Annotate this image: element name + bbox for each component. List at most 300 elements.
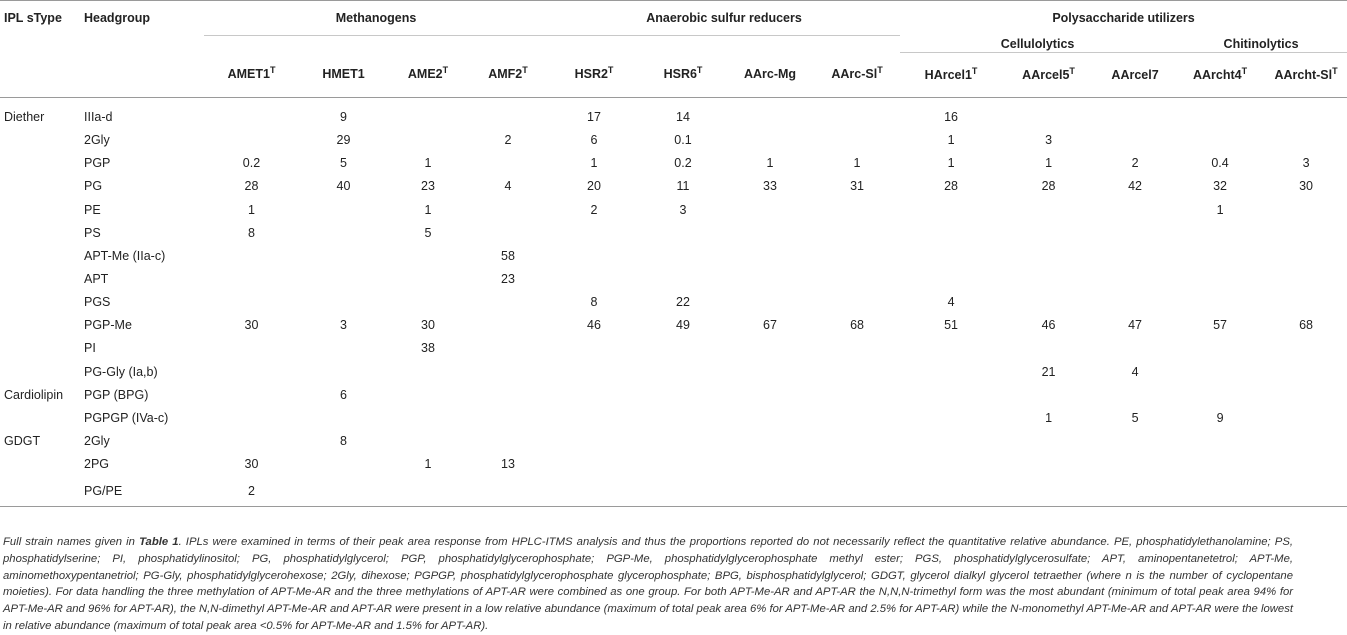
- value-cell: [900, 267, 1002, 290]
- table-body: [0, 97, 1347, 506]
- value-cell: [548, 337, 640, 360]
- value-cell: [1265, 383, 1347, 406]
- value-cell: [468, 429, 548, 452]
- strain-name: AArc-Mg: [743, 67, 797, 82]
- value-cell: [299, 453, 388, 476]
- value-cell: [1002, 198, 1095, 221]
- value-cell: 49: [676, 318, 690, 333]
- headgroup-cell: PG-Gly (Ia,b): [84, 364, 158, 379]
- value-cell: 17: [587, 110, 601, 125]
- value-cell: [814, 360, 900, 383]
- value-cell: [1002, 291, 1095, 314]
- value-cell: [1175, 221, 1265, 244]
- strain-name: AMF2: [488, 67, 523, 82]
- ipl-type-cell: [0, 360, 84, 383]
- headgroup-cell: 2PG: [84, 457, 110, 472]
- value-cell: [900, 406, 1002, 429]
- value-cell: [1095, 383, 1175, 406]
- table-row: [0, 314, 1347, 337]
- headgroup-cell: PG: [84, 179, 103, 194]
- group-cellulolytics: Cellulolytics: [900, 36, 1175, 53]
- headgroup-cell: PGP (BPG): [84, 387, 149, 402]
- ipl-type-cell: GDGT: [4, 434, 41, 449]
- table-row: [0, 106, 1347, 129]
- strain-name: AArcht-Sl: [1274, 67, 1333, 82]
- value-cell: [1175, 291, 1265, 314]
- table-row: [0, 429, 1347, 452]
- value-cell: 16: [944, 110, 958, 125]
- footnote-table-link[interactable]: Table 1: [139, 536, 179, 548]
- value-cell: [640, 429, 726, 452]
- table-header: [0, 1, 1347, 98]
- value-cell: [1265, 244, 1347, 267]
- headgroup-cell: 2Gly: [84, 434, 110, 449]
- value-cell: [1095, 129, 1175, 152]
- value-cell: [900, 221, 1002, 244]
- value-cell: [1175, 337, 1265, 360]
- value-cell: [1175, 453, 1265, 476]
- strain-name: AMET1: [227, 67, 270, 82]
- value-cell: [1095, 106, 1175, 129]
- value-cell: 67: [763, 318, 777, 333]
- ipl-type-cell: [0, 267, 84, 290]
- value-cell: 2: [590, 202, 598, 217]
- value-cell: [640, 244, 726, 267]
- value-cell: [726, 406, 814, 429]
- value-cell: [900, 453, 1002, 476]
- value-cell: 30: [244, 457, 259, 472]
- value-cell: [388, 429, 468, 452]
- value-cell: [814, 129, 900, 152]
- value-cell: 30: [1299, 179, 1313, 194]
- value-cell: [814, 406, 900, 429]
- value-cell: 3: [679, 202, 687, 217]
- value-cell: [204, 106, 299, 129]
- value-cell: 28: [1041, 179, 1056, 194]
- value-cell: 21: [1041, 364, 1056, 379]
- value-cell: [1095, 476, 1175, 507]
- value-cell: [1175, 129, 1265, 152]
- headgroup-cell: PGP: [84, 156, 111, 171]
- value-cell: [1095, 291, 1175, 314]
- value-cell: 0.1: [674, 133, 692, 148]
- headgroup-cell: PGPGP (IVa-c): [84, 410, 169, 425]
- value-cell: [468, 314, 548, 337]
- value-cell: [299, 337, 388, 360]
- value-cell: [468, 476, 548, 507]
- value-cell: [640, 337, 726, 360]
- group-chitinolytics: Chitinolytics: [1175, 36, 1347, 53]
- value-cell: [548, 267, 640, 290]
- value-cell: [726, 429, 814, 452]
- value-cell: [640, 476, 726, 507]
- value-cell: [1095, 453, 1175, 476]
- value-cell: [900, 383, 1002, 406]
- value-cell: 5: [424, 225, 432, 240]
- value-cell: [548, 406, 640, 429]
- value-cell: [204, 291, 299, 314]
- table-row: [0, 406, 1347, 429]
- footnote-body: . IPLs were examined in terms of their peak area response from HPLC-ITMS analysis and thus the proportions reported do not necessarily reflect the quantitative relative abundance. PE, phosphatidylethanolamine; PS, phosphatidylserine; PI, phosphatidylinositol; PG, phosphatidylglycerol; PGP, phosphatidylglycerophosphate; PGP-Me, phosphatidylglycerophosphate methyl ester; PGS, phosphatidylglycerosulfate; APT, aminopentanetetrol; APT-Me, aminomethoxypentanetriol; PG-Gly, phosphatidylglycerohexose; 2Gly, dihexose; PGPGP, phosphatidylglycerophosphate glycerophosphate; BPG, bisphosphatidylglycerol; GDGT, glycerol dialkyl glycerol tetraether (where n is the number of cyclopentane moieties). For data handling the three methylation of APT-Me-AR and the three methylations of APT-AR were combined as one group. For both APT-Me-AR and APT-AR the N,N,N-trimethyl form was the most abundant (minimum of total peak area 94% for APT-Me-AR and 96% for APT-AR), the N,N-dimethyl APT-Me-AR and APT-AR were present in a low relative abundance (maximum of total peak area 6% for APT-Me-AR and 2.5% for APT-AR) while the N-monomethyl APT-Me-AR and APT-AR were the lowest in relative abundance (maximum of total peak area <0.5% for APT-Me-AR and 1.5% for APT-AR).: [3, 536, 1293, 632]
- type-strain-marker: T: [696, 65, 703, 76]
- ipl-type-cell: [0, 244, 84, 267]
- value-cell: 57: [1213, 318, 1227, 333]
- table-row: [0, 244, 1347, 267]
- strain-name: AArc-Sl: [831, 67, 878, 82]
- value-cell: [814, 267, 900, 290]
- value-cell: 38: [421, 341, 435, 356]
- group-sulfur-reducers: Anaerobic sulfur reducers: [548, 1, 900, 36]
- strain-header-row: [0, 52, 1347, 97]
- strain-header: [640, 52, 726, 97]
- value-cell: 8: [590, 295, 598, 310]
- value-cell: 58: [501, 248, 515, 263]
- value-cell: 22: [676, 295, 690, 310]
- strain-header: [814, 52, 900, 97]
- value-cell: [1265, 267, 1347, 290]
- value-cell: 9: [340, 110, 347, 125]
- value-cell: [1002, 337, 1095, 360]
- value-cell: [548, 453, 640, 476]
- value-cell: [468, 106, 548, 129]
- strain-name: AME2: [407, 67, 443, 82]
- value-cell: [204, 406, 299, 429]
- value-cell: [299, 476, 388, 507]
- value-cell: [726, 129, 814, 152]
- value-cell: [388, 383, 468, 406]
- value-cell: [204, 244, 299, 267]
- ipl-type-cell: [0, 476, 84, 507]
- value-cell: [1002, 106, 1095, 129]
- value-cell: [1175, 360, 1265, 383]
- type-strain-marker: T: [1069, 65, 1075, 76]
- value-cell: [1265, 360, 1347, 383]
- value-cell: 1: [853, 156, 861, 171]
- value-cell: [814, 429, 900, 452]
- value-cell: [388, 244, 468, 267]
- value-cell: 29: [336, 133, 351, 148]
- strain-header: [726, 52, 814, 97]
- value-cell: [1002, 476, 1095, 507]
- strain-header: [1175, 52, 1265, 97]
- value-cell: 42: [1128, 179, 1142, 194]
- ipl-type-cell: [0, 291, 84, 314]
- value-cell: [204, 129, 299, 152]
- strain-name: AArcel5: [1022, 67, 1070, 82]
- ipl-type-cell: [0, 453, 84, 476]
- ipl-type-cell: [0, 129, 84, 152]
- type-strain-marker: T: [877, 65, 883, 76]
- value-cell: [388, 476, 468, 507]
- value-cell: 1: [424, 202, 432, 217]
- value-cell: [468, 152, 548, 175]
- ipl-type-cell: [0, 175, 84, 198]
- value-cell: 3: [1045, 133, 1053, 148]
- value-cell: [640, 453, 726, 476]
- strain-header: [1265, 52, 1347, 97]
- value-cell: [1175, 244, 1265, 267]
- value-cell: [1095, 267, 1175, 290]
- value-cell: 23: [501, 272, 515, 287]
- strain-header: [204, 52, 299, 97]
- value-cell: [726, 360, 814, 383]
- value-cell: [814, 383, 900, 406]
- value-cell: [726, 198, 814, 221]
- value-cell: 1: [248, 202, 255, 217]
- table-row: [0, 175, 1347, 198]
- header-ipl-stype: IPL sType: [0, 1, 84, 36]
- value-cell: [814, 337, 900, 360]
- value-cell: [299, 291, 388, 314]
- value-cell: 20: [587, 179, 601, 194]
- value-cell: [388, 406, 468, 429]
- value-cell: [204, 337, 299, 360]
- value-cell: 28: [944, 179, 958, 194]
- table-row: [0, 198, 1347, 221]
- value-cell: [468, 360, 548, 383]
- value-cell: [468, 406, 548, 429]
- value-cell: 68: [850, 318, 864, 333]
- value-cell: [640, 406, 726, 429]
- value-cell: [1095, 198, 1175, 221]
- table-row: [0, 360, 1347, 383]
- type-strain-marker: T: [269, 65, 276, 76]
- value-cell: 0.2: [674, 156, 692, 171]
- value-cell: [1265, 129, 1347, 152]
- strain-name: AArcel7: [1111, 67, 1159, 82]
- headgroup-cell: PS: [84, 225, 101, 240]
- value-cell: 5: [340, 156, 347, 171]
- value-cell: [1265, 337, 1347, 360]
- type-strain-marker: T: [971, 65, 978, 76]
- value-cell: [468, 221, 548, 244]
- value-cell: 23: [421, 179, 435, 194]
- value-cell: [814, 291, 900, 314]
- ipl-type-cell: [0, 221, 84, 244]
- value-cell: 46: [1041, 318, 1056, 333]
- value-cell: 0.2: [242, 156, 261, 171]
- value-cell: [726, 244, 814, 267]
- strain-header: [299, 52, 388, 97]
- value-cell: [468, 337, 548, 360]
- value-cell: 1: [424, 457, 432, 472]
- value-cell: 31: [850, 179, 864, 194]
- value-cell: [814, 221, 900, 244]
- value-cell: [1095, 244, 1175, 267]
- headgroup-cell: PI: [84, 341, 96, 356]
- value-cell: [1002, 429, 1095, 452]
- value-cell: 14: [676, 110, 690, 125]
- headgroup-cell: 2Gly: [84, 133, 110, 148]
- table-row: [0, 129, 1347, 152]
- value-cell: [1002, 453, 1095, 476]
- value-cell: [814, 198, 900, 221]
- headgroup-cell: PG/PE: [84, 476, 204, 507]
- ipl-type-cell: [0, 198, 84, 221]
- value-cell: [1002, 383, 1095, 406]
- value-cell: 30: [421, 318, 435, 333]
- value-cell: [1265, 429, 1347, 452]
- value-cell: [388, 291, 468, 314]
- value-cell: [468, 198, 548, 221]
- value-cell: [1002, 244, 1095, 267]
- value-cell: [1265, 198, 1347, 221]
- value-cell: 1: [424, 156, 432, 171]
- headgroup-cell: IIIa-d: [84, 110, 113, 125]
- value-cell: 2: [504, 133, 512, 148]
- type-strain-marker: T: [1241, 65, 1248, 76]
- value-cell: [1175, 476, 1265, 507]
- headgroup-cell: PGP-Me: [84, 318, 132, 333]
- value-cell: [900, 476, 1002, 507]
- value-cell: [1265, 291, 1347, 314]
- value-cell: [726, 221, 814, 244]
- value-cell: [726, 291, 814, 314]
- strain-name: HSR2: [574, 67, 608, 82]
- headgroup-cell: APT-Me (IIa-c): [84, 248, 166, 263]
- table-row: [0, 453, 1347, 476]
- value-cell: 3: [1302, 156, 1310, 171]
- value-cell: [900, 244, 1002, 267]
- value-cell: 2: [1131, 156, 1139, 171]
- strain-header: [1095, 52, 1175, 97]
- value-cell: 4: [504, 179, 512, 194]
- value-cell: 40: [336, 179, 351, 194]
- value-cell: 4: [1131, 364, 1139, 379]
- value-cell: [388, 106, 468, 129]
- value-cell: 1: [1045, 156, 1053, 171]
- value-cell: [726, 383, 814, 406]
- ipl-type-cell: [0, 337, 84, 360]
- value-cell: 1: [947, 133, 955, 148]
- value-cell: [204, 267, 299, 290]
- value-cell: [548, 244, 640, 267]
- type-strain-marker: T: [607, 65, 614, 76]
- value-cell: 8: [340, 434, 347, 449]
- value-cell: [1002, 267, 1095, 290]
- value-cell: [726, 453, 814, 476]
- value-cell: [726, 267, 814, 290]
- value-cell: 0.4: [1211, 156, 1229, 171]
- value-cell: 6: [340, 387, 347, 402]
- value-cell: 28: [244, 179, 259, 194]
- value-cell: 5: [1131, 410, 1139, 425]
- strain-header: [388, 52, 468, 97]
- value-cell: [299, 198, 388, 221]
- value-cell: [726, 106, 814, 129]
- ipl-type-cell: Cardiolipin: [4, 387, 64, 402]
- value-cell: 1: [766, 156, 774, 171]
- value-cell: 33: [763, 179, 777, 194]
- value-cell: [640, 221, 726, 244]
- value-cell: [726, 337, 814, 360]
- value-cell: [1175, 383, 1265, 406]
- value-cell: 68: [1299, 318, 1313, 333]
- table-footnote: [3, 534, 1293, 635]
- value-cell: 8: [248, 225, 255, 240]
- value-cell: [900, 337, 1002, 360]
- group-polysaccharide-utilizers: Polysaccharide utilizers: [900, 1, 1347, 36]
- strain-name: HMET1: [322, 67, 365, 82]
- value-cell: [204, 383, 299, 406]
- value-cell: [299, 221, 388, 244]
- ipl-type-cell: [0, 406, 84, 429]
- table-row: [0, 152, 1347, 175]
- table-row: [0, 267, 1347, 290]
- value-cell: 1: [590, 156, 598, 171]
- type-strain-marker: T: [1332, 65, 1338, 76]
- table-row: [0, 383, 1347, 406]
- value-cell: [1002, 221, 1095, 244]
- value-cell: [1095, 429, 1175, 452]
- value-cell: [299, 406, 388, 429]
- value-cell: 6: [590, 133, 598, 148]
- value-cell: [1175, 106, 1265, 129]
- table-row: [0, 476, 1347, 507]
- value-cell: 46: [587, 318, 601, 333]
- value-cell: [1095, 337, 1175, 360]
- value-cell: [548, 221, 640, 244]
- ipl-type-cell: Diether: [4, 110, 45, 125]
- value-cell: [814, 453, 900, 476]
- value-cell: [1265, 406, 1347, 429]
- headgroup-cell: PE: [84, 202, 101, 217]
- type-strain-marker: T: [522, 65, 528, 76]
- value-cell: 4: [947, 295, 955, 310]
- footnote-intro: Full strain names given in: [3, 536, 140, 548]
- value-cell: 1: [1216, 202, 1224, 217]
- value-cell: [900, 360, 1002, 383]
- strain-header: [900, 52, 1002, 97]
- value-cell: [1175, 267, 1265, 290]
- strain-name: HArcel1: [924, 67, 972, 82]
- value-cell: [814, 106, 900, 129]
- value-cell: 11: [676, 179, 690, 194]
- value-cell: 32: [1213, 179, 1227, 194]
- value-cell: [640, 383, 726, 406]
- value-cell: [388, 267, 468, 290]
- value-cell: [204, 429, 299, 452]
- strain-header: [1002, 52, 1095, 97]
- value-cell: [814, 476, 900, 507]
- value-cell: [1175, 429, 1265, 452]
- value-cell: [299, 244, 388, 267]
- value-cell: 47: [1128, 318, 1142, 333]
- value-cell: 2: [204, 476, 299, 507]
- value-cell: 51: [944, 318, 958, 333]
- value-cell: 9: [1216, 410, 1224, 425]
- header-headgroup: Headgroup: [84, 1, 204, 36]
- headgroup-cell: APT: [84, 272, 109, 287]
- value-cell: [814, 244, 900, 267]
- value-cell: 13: [501, 457, 515, 472]
- value-cell: [548, 383, 640, 406]
- table-row: [0, 291, 1347, 314]
- table-row: [0, 337, 1347, 360]
- value-cell: [1265, 221, 1347, 244]
- ipl-type-cell: [0, 314, 84, 337]
- value-cell: 3: [340, 318, 347, 333]
- value-cell: [548, 360, 640, 383]
- value-cell: [204, 360, 299, 383]
- strain-name: HSR6: [663, 67, 697, 82]
- value-cell: [548, 429, 640, 452]
- strain-header: [548, 52, 640, 97]
- value-cell: [726, 476, 814, 507]
- value-cell: [468, 383, 548, 406]
- value-cell: [299, 267, 388, 290]
- value-cell: [299, 360, 388, 383]
